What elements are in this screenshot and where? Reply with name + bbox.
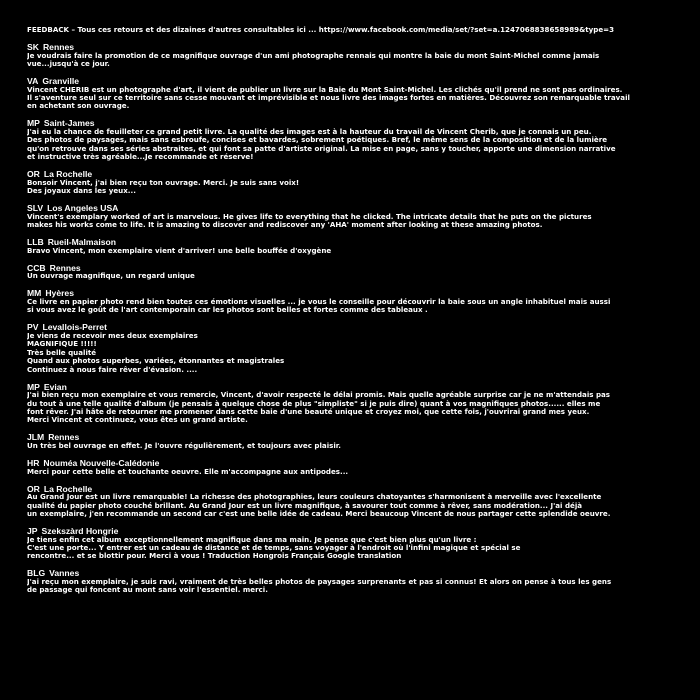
feedback-entry	[27, 170, 694, 195]
comment-line: Merci Vincent et continuez, vous êtes un grand artiste.	[27, 416, 248, 425]
author-location: Los Angeles USA	[47, 203, 119, 214]
author-initials: SLV	[27, 203, 44, 214]
feedback-header: FEEDBACK – Tous ces retours et des dizaines d'autres consultables ici ... https://www.facebook.com/media/set/?set=a.1247068838658989&type=3	[27, 26, 615, 34]
comment-line: J'ai reçu mon exemplaire, je suis ravi, vraiment de très belles photos de paysages surprenants et pas si connus! Et alors on pense à tous les gens	[27, 578, 612, 587]
comment-line: Il s'aventure seul sur ce territoire sans cesse mouvant et imprévisible et nous livre des images fortes en matières. Découvrez son remarquable travail	[27, 94, 630, 102]
feedback-entry	[27, 569, 694, 594]
author-initials: MP	[27, 381, 40, 392]
comment-line: vue...jusqu'à ce jour.	[27, 60, 110, 68]
entry-header	[27, 383, 694, 392]
comment-line: Je tiens enfin cet album exceptionnellement magnifique dans ma main. Je pense que c'est bien plus qu'un livre :	[27, 535, 477, 544]
author-initials: OR	[27, 483, 40, 494]
author-location: La Rochelle	[43, 483, 93, 494]
entry-header	[27, 204, 694, 213]
author-location: Nouméa Nouvelle-Calédonie	[43, 458, 160, 469]
comment-line: J'ai eu la chance de feuilleter ce grand petit livre. La qualité des images est à la hauteur du travail de Vincent Cherib, que je connais un peu.	[27, 128, 592, 136]
entry-header	[27, 289, 694, 298]
comment-line: Un ouvrage magnifique, un regard unique	[27, 272, 195, 281]
author-location: Granville	[42, 76, 80, 86]
author-initials: OR	[27, 169, 40, 180]
comment-line: J'ai bien reçu mon exemplaire et vous remercie, Vincent, d'avoir respecté le délai promis. Mais quelle agréable surprise car je ne m'attendais pas	[27, 391, 611, 400]
feedback-entry	[27, 485, 694, 519]
entry-header	[27, 527, 694, 536]
author-initials: MP	[27, 118, 40, 129]
comment-line: Vincent CHERIB est un photographe d'art, il vient de publier un livre sur la Baie du Mont Saint-Michel. Les clichés qu'il prend ne sont pas ordinaires.	[27, 85, 623, 94]
author-location: Rennes	[48, 432, 80, 443]
comment-line: Je viens de recevoir mes deux exemplaires	[27, 332, 198, 340]
feedback-entry	[27, 433, 694, 450]
author-location: Saint-James	[43, 118, 95, 129]
feedback-entry	[27, 527, 694, 561]
author-initials: VA	[27, 76, 39, 86]
feedback-entry	[27, 383, 694, 425]
author-location: Evian	[43, 381, 67, 392]
comment-line: Vincent's exemplary worked of art is marvelous. He gives life to everything that he clicked. The intricate details that he puts on the pictures	[27, 212, 592, 221]
comment-line: font rêver. J'ai hâte de retourner me promener dans cette baie d'une beauté unique et croyez moi, que cette fois, j'ouvrirai grand mes yeux.	[27, 408, 590, 417]
comment-line: Ce livre en papier photo rend bien toutes ces émotions visuelles ... je vous le conseille pour découvrir la baie sous un angle inhabituel mais aussi	[27, 298, 611, 306]
feedback-entry	[27, 119, 694, 161]
author-location: Szekszàrd Hongrie	[41, 526, 119, 537]
comment-line: Un très bel ouvrage en effet. Je l'ouvre régulièrement, et toujours avec plaisir.	[27, 442, 341, 451]
author-initials: JP	[27, 526, 38, 537]
author-initials: JLM	[27, 432, 45, 443]
comment-line: Des photos de paysages, mais sans esbroufe, concises et bavardes, sobrement poétiques. Bref, le même sens de la composition et de la lumière	[27, 136, 608, 145]
feedback-entry	[27, 204, 694, 229]
author-initials: MM	[27, 288, 42, 299]
feedback-entry	[27, 77, 694, 111]
entry-header	[27, 238, 694, 247]
feedback-entry	[27, 43, 694, 68]
author-location: Rennes	[49, 262, 81, 273]
comment-line: qu'on retrouve dans ses séries abstraites, et qui font sa patte d'artiste original. La mise en page, sans y toucher, apporte une dimension narrative	[27, 144, 616, 153]
author-initials: LLB	[27, 237, 44, 248]
feedback-entry	[27, 289, 694, 314]
comment-line: de passage qui foncent au mont sans voir l'essentiel. merci.	[27, 586, 268, 595]
feedback-entry	[27, 238, 694, 255]
entry-header	[27, 264, 694, 273]
comment-line: Des joyaux dans les yeux...	[27, 187, 136, 196]
comment-line: Au Grand Jour est un livre remarquable! La richesse des photographies, leurs couleurs chatoyantes s'harmonisent à merveille avec l'excellente	[27, 493, 602, 502]
comment-line: qualité du papier photo couché brillant. Au Grand Jour est un livre magnifique, à savourer tout comme à rêver, sans modération... J'ai déjà	[27, 501, 583, 510]
comment-line: makes his works come to life. It is amazing to discover and rediscover any 'AHA' moment after looking at these amazing photos.	[27, 221, 543, 230]
comment-line: Très belle qualité	[27, 348, 97, 357]
author-initials: PV	[27, 322, 39, 333]
author-location: Levallois-Perret	[42, 322, 107, 333]
feedback-entry	[27, 323, 694, 374]
entry-header	[27, 119, 694, 128]
comment-line: Quand aux photos superbes, variées, étonnantes et magistrales	[27, 357, 285, 366]
comment-line: C'est une porte... Y entrer est un cadeau de distance et de temps, sans voyager à l'endroit où l'infini magique et spécial se	[27, 544, 521, 553]
author-location: Rennes	[42, 42, 74, 52]
entry-header	[27, 323, 694, 332]
comment-line: Bravo Vincent, mon exemplaire vient d'arriver! une belle bouffée d'oxygène	[27, 246, 332, 255]
comment-line: du tout à une telle qualité d'album (je pensais à quelque chose de plus "simpliste" si je puis dire) quant à vos magnifiques photos...... elles me	[27, 399, 601, 408]
comment-line: Continuez à nous faire rêver d'évasion. ....	[27, 365, 198, 374]
entry-header	[27, 569, 694, 578]
author-location: Rueil-Malmaison	[47, 237, 117, 248]
comment-line: Bonsoir Vincent, j'ai bien reçu ton ouvrage. Merci. Je suis sans voix!	[27, 178, 300, 187]
comment-line: si vous avez le goût de l'art contemporain car les photos sont belles et fortes comme des tableaux .	[27, 306, 428, 315]
entry-header	[27, 170, 694, 179]
feedback-entry	[27, 264, 694, 281]
author-location: Vannes	[49, 568, 80, 579]
comment-line: et instructive très agréable...Je recommande et réserve!	[27, 153, 254, 162]
author-initials: HR	[27, 458, 40, 469]
entry-header	[27, 433, 694, 442]
entry-header	[27, 485, 694, 494]
feedback-entry	[27, 459, 694, 476]
comment-line: Je voudrais faire la promotion de ce magnifique ouvrage d'un ami photographe rennais qui montre la baie du mont Saint-Michel comme jamais	[27, 51, 600, 60]
author-initials: SK	[27, 42, 39, 52]
feedback-list	[27, 43, 694, 595]
author-location: Hyères	[45, 288, 74, 299]
comment-line: MAGNIFIQUE !!!!!	[27, 340, 97, 349]
comment-line: rencontre... et se blottir pour. Merci à vous ! Traduction Hongrois Français Google translation	[27, 552, 402, 561]
entry-header	[27, 43, 694, 52]
author-location: La Rochelle	[43, 169, 93, 180]
comment-line: en achetant son ouvrage.	[27, 102, 130, 111]
author-initials: BLG	[27, 568, 46, 579]
entry-header	[27, 459, 694, 468]
entry-header	[27, 77, 694, 86]
author-initials: CCB	[27, 262, 46, 273]
comment-line: un exemplaire, j'en recommande un second car c'est une belle idée de cadeau. Merci beaucoup Vincent de nous partager cette splendide oeuvre.	[27, 510, 611, 519]
comment-line: Merci pour cette belle et touchante oeuvre. Elle m'accompagne aux antipodes...	[27, 467, 349, 476]
